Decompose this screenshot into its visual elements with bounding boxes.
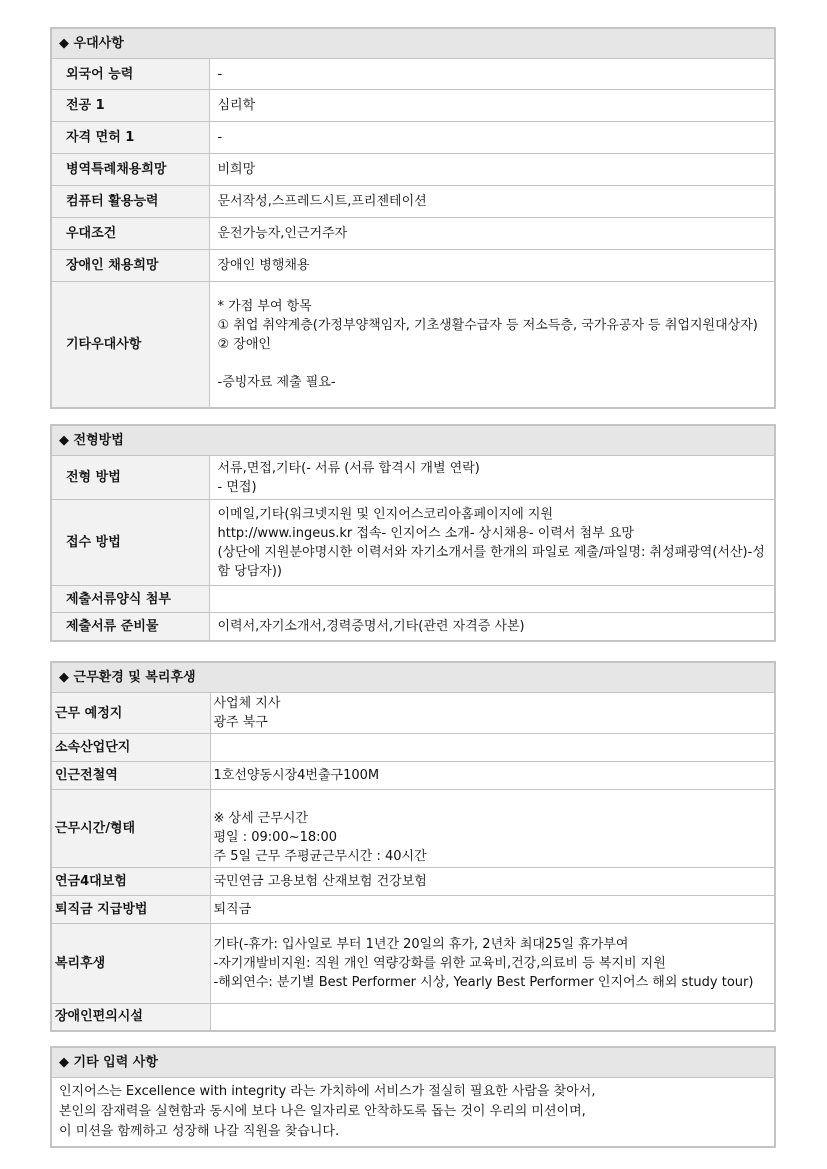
- row-label: 제출서류양식 첨부: [51, 586, 209, 613]
- row-value: ※ 상세 근무시간 평일 : 09:00~18:00 주 5일 근무 주평균근무시간 : 40시간: [210, 790, 775, 868]
- row-label: 소속산업단지: [51, 734, 210, 762]
- row-label: 접수 방법: [51, 500, 209, 586]
- row-label: 전공 1: [51, 90, 209, 122]
- row-label: 우대조건: [51, 218, 209, 250]
- row-label: 병역특례채용희망: [51, 154, 209, 186]
- row-value: 문서작성,스프레드시트,프리젠테이션: [209, 186, 775, 218]
- row-label: 인근전철역: [51, 762, 210, 790]
- row-label: 장애인편의시설: [51, 1004, 210, 1031]
- row-value: 비희망: [209, 154, 775, 186]
- section-title: ◆ 기타 입력 사항: [51, 1047, 775, 1078]
- selection-section: [50, 424, 776, 642]
- row-value: 국민연금 고용보험 산재보험 건강보험: [210, 868, 775, 896]
- row-value: [210, 734, 775, 762]
- row-value: 서류,면접,기타(- 서류 (서류 합격시 개별 연락) - 면접): [209, 456, 775, 500]
- welfare-section: [50, 661, 776, 1032]
- row-value: 장애인 병행채용: [209, 250, 775, 282]
- row-label: 근무 예정지: [51, 693, 210, 734]
- row-value: * 가점 부여 항목 ① 취업 취약계층(가정부양책임자, 기초생활수급자 등 저소득층, 국가유공자 등 취업지원대상자) ② 장애인 -증빙자료 제출 필요-: [209, 282, 775, 408]
- section-title: ◆ 전형방법: [51, 425, 775, 456]
- row-label: 복리후생: [51, 924, 210, 1004]
- row-label: 장애인 채용희망: [51, 250, 209, 282]
- row-value: -: [209, 122, 775, 154]
- row-label: 전형 방법: [51, 456, 209, 500]
- row-label: 자격 면허 1: [51, 122, 209, 154]
- row-value: 운전가능자,인근거주자: [209, 218, 775, 250]
- preference-table: [50, 27, 776, 409]
- selection-table: [50, 424, 776, 642]
- row-value: 퇴직금: [210, 896, 775, 924]
- welfare-table: [50, 661, 776, 1032]
- row-label: 외국어 능력: [51, 59, 209, 90]
- row-value: 사업체 지사 광주 북구: [210, 693, 775, 734]
- row-label: 컴퓨터 활용능력: [51, 186, 209, 218]
- row-label: 퇴직금 지급방법: [51, 896, 210, 924]
- section-title: ◆ 우대사항: [51, 28, 775, 59]
- row-value: 기타(-휴가: 입사일로 부터 1년간 20일의 휴가, 2년차 최대25일 휴가부여 -자기개발비지원: 직원 개인 역량강화를 위한 교육비,건강,의료비 등 복지비 지원 -해외연수: 분기별 Best Performer 시상, Yearly Best Performer 인지어스 해외 study tour): [210, 924, 775, 1004]
- row-value: 이력서,자기소개서,경력증명서,기타(관련 자격증 사본): [209, 613, 775, 641]
- row-value: 이메일,기타(워크넷지원 및 인지어스코리아홈페이지에 지원 http://www.ingeus.kr 접속- 인지어스 소개- 상시채용- 이력서 첨부 요망 (상단에 지원분야명시한 이력서와 자기소개서를 한개의 파일로 제출/파일명: 취성패광역(서산)-성함 당담자)): [209, 500, 775, 586]
- row-label: 제출서류 준비물: [51, 613, 209, 641]
- row-value: [210, 1004, 775, 1031]
- row-value: 심리학: [209, 90, 775, 122]
- row-value: 1호선양동시장4번출구100M: [210, 762, 775, 790]
- section-title: ◆ 근무환경 및 복리후생: [51, 662, 775, 693]
- other-text: 인지어스는 Excellence with integrity 라는 가치하에 서비스가 절실히 필요한 사람을 찾아서, 본인의 잠재력을 실현함과 동시에 보다 나은 일자리로 안착하도록 돕는 것이 우리의 미션이며, 이 미션을 함께하고 성장해 나갈 직원을 찾습니다.: [51, 1078, 775, 1148]
- other-table: [50, 1046, 776, 1148]
- row-label: 연금4대보험: [51, 868, 210, 896]
- row-value: [209, 586, 775, 613]
- row-label: 기타우대사항: [51, 282, 209, 408]
- preference-section: [50, 27, 776, 409]
- row-label: 근무시간/형태: [51, 790, 210, 868]
- row-value: -: [209, 59, 775, 90]
- other-section: [50, 1046, 776, 1148]
